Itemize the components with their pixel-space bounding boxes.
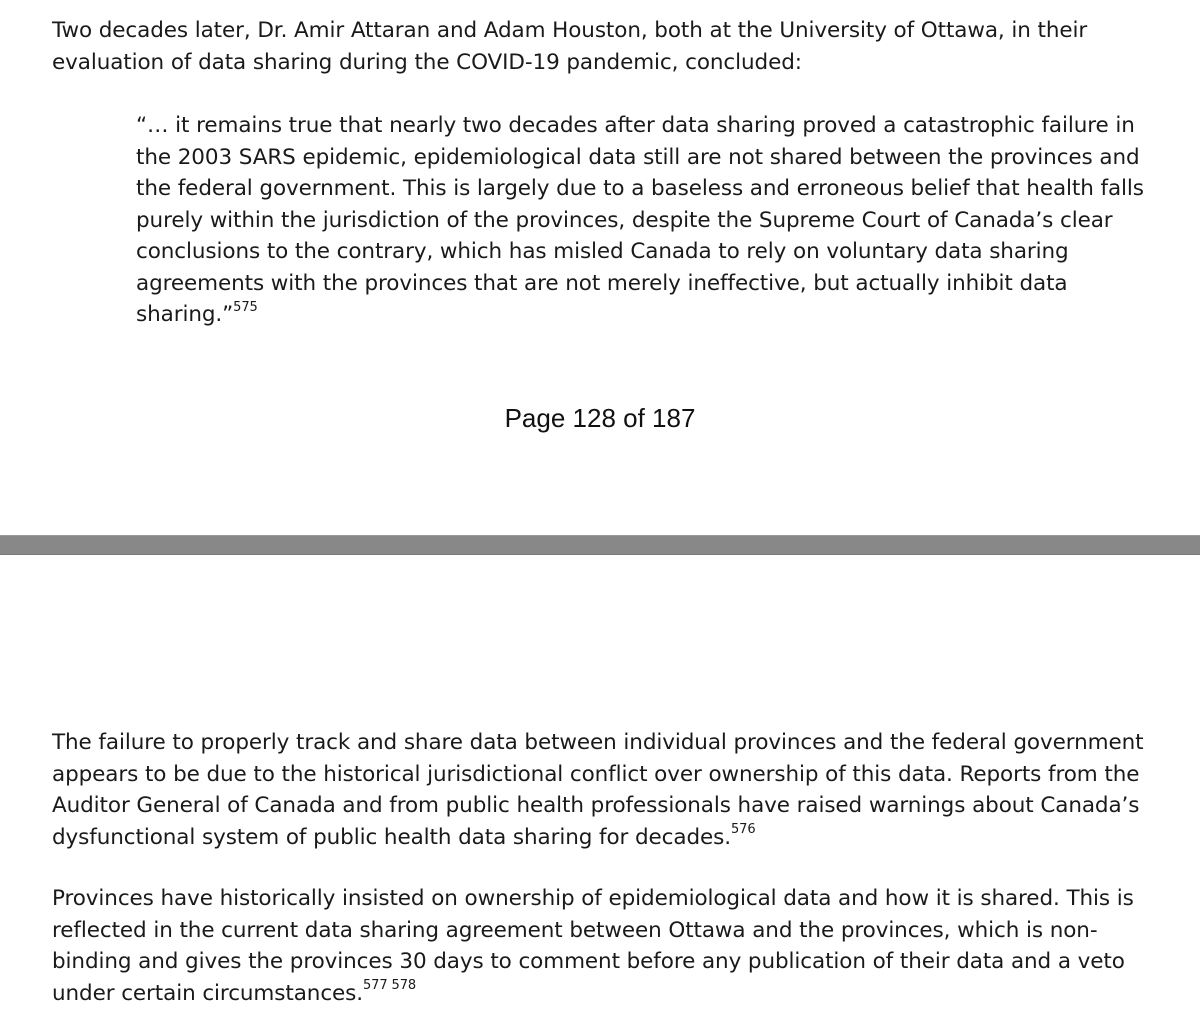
block-quote: [136, 110, 1166, 331]
paragraph-provinces: [52, 883, 1162, 1009]
intro-paragraph: Two decades later, Dr. Amir Attaran and Adam Houston, both at the University of Ottawa, in their evaluation of data sharing during the COVID-19 pandemic, concluded:: [52, 18, 1088, 75]
page-separator: [0, 535, 1200, 555]
footnote-577-578[interactable]: 577 578: [363, 978, 417, 994]
paragraph-text: The failure to properly track and share data between individual provinces and the federal government appears to be due to the historical jurisdictional conflict over ownership of this data. Reports from the Auditor General of Canada and from public health professionals have raised warnings about Canada’s dysfunctional system of public health data sharing for decades.: [52, 730, 1144, 850]
paragraph-text: Provinces have historically insisted on ownership of epidemiological data and how it is shared. This is reflected in the current data sharing agreement between Ottawa and the provinces, which is non-binding and gives the provinces 30 days to comment before any publication of their data and a veto under certain circumstances.: [52, 886, 1134, 1006]
page-footer: Page 128 of 187: [504, 403, 696, 433]
footnote-576[interactable]: 576: [730, 822, 756, 838]
footnote-575[interactable]: 575: [233, 299, 258, 315]
paragraph-data-ownership: [52, 727, 1162, 853]
document-page-129: [0, 555, 1200, 1023]
block-quote-text: “… it remains true that nearly two decades after data sharing proved a catastrophic failure in the 2003 SARS epidemic, epidemiological data still are not shared between the provinces and the federal government. This is largely due to a baseless and erroneous belief that health falls purely within the jurisdiction of the provinces, despite the Supreme Court of Canada’s clear conclusions to the contrary, which has misled Canada to rely on voluntary data sharing agreements with the provinces that are not merely ineffective, but actually inhibit data sharing.”: [136, 113, 1144, 327]
